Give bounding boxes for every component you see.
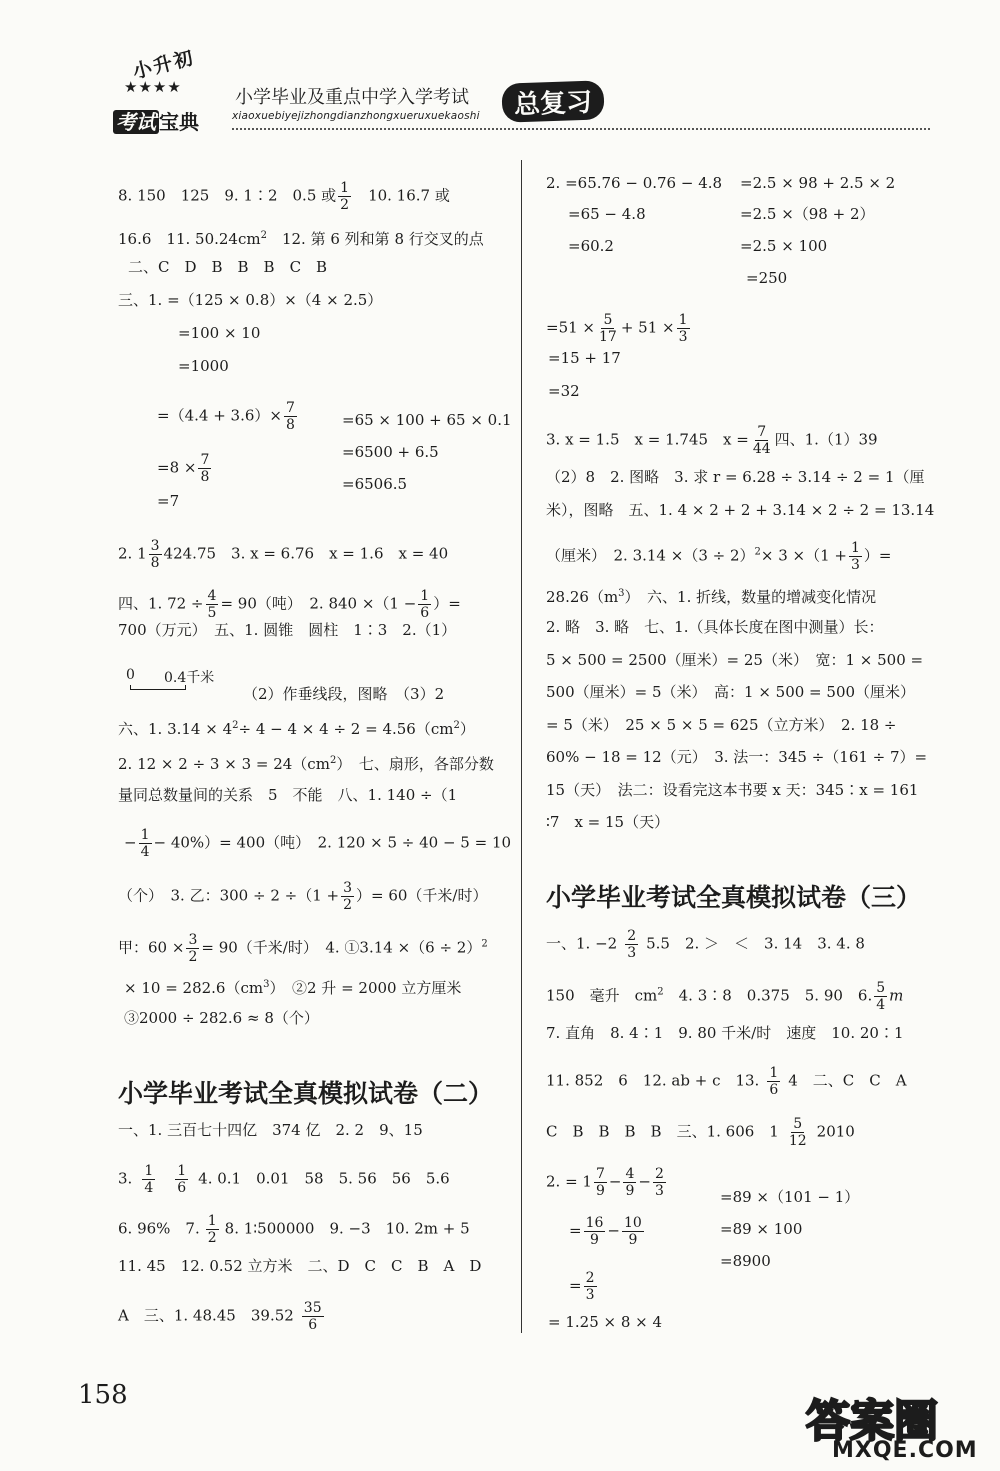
fraction: $\frac{10}{9}$ — [623, 1215, 642, 1248]
answer-line: 一、1. −2 $\frac{2}{3}$ 5.5 2. ＞ ＜ 3. 14 3. 4. 8 — [546, 928, 865, 961]
answer-line: =6506.5 — [342, 475, 408, 493]
fraction: $\frac{7}{44}$ — [752, 424, 771, 457]
fraction: $\frac{1}{2}$ — [340, 180, 350, 213]
answer-line: C B B B B 三、1. 606 1 $\frac{5}{12}$ 2010 — [546, 1116, 855, 1149]
answer-line: =250 — [746, 269, 788, 287]
series-pinyin: xiaoxuebiyejizhongdianzhongxueruxuekaoshi — [232, 110, 480, 122]
fraction: $\frac{1}{3}$ — [678, 312, 688, 345]
answer-line: （厘米） 2. $3.14 \times(3 \div 2)^2\times 3 \times(1$ + $\frac{1}{3}$ ）= — [546, 540, 892, 573]
answer-line: =15 + 17 — [548, 349, 621, 367]
fraction: $\frac{1}{3}$ — [851, 540, 860, 573]
fraction: $\frac{1}{4}$ — [144, 1163, 154, 1196]
answer-line: 三、1. =（125 × 0.8）×（4 × 2.5） — [118, 291, 383, 309]
answer-line: 2. =65.76 − 0.76 − 4.8 — [546, 174, 723, 192]
answer-line: 8. 150 125 9. 1∶2 0.5 或 $\frac{1}{2}$ 10. 16.7 或 — [118, 180, 450, 213]
answer-line: =89 × 100 — [720, 1220, 803, 1238]
answer-line: =6500 + 6.5 — [342, 443, 439, 461]
answer-line: =（4.4 + 3.6）× $\frac{7}{8}$ — [157, 400, 295, 433]
answer-line: 7. 直角 8. 4∶1 9. 80 千米/时 速度 10. 20∶1 — [546, 1024, 904, 1042]
logo-main — [113, 106, 199, 135]
answer-line: 六、1. $3.14 \times 4^2\div 4 - 4 \times 4 \div 2 = 4.56(cm^2)$ — [118, 720, 475, 738]
answer-line: 甲：60 × $\frac{3}{2}$ = 90（千米/时） 4. ①3.14 $\times(6 \div 2)^2$ — [118, 932, 488, 965]
running-header — [0, 0, 1000, 140]
answer-line: 150 毫升 $cm^2$ 4. 3∶8 0.375 5. 90 6. $\frac{5}{4}$ m — [546, 980, 904, 1013]
fraction: $\frac{5}{12}$ — [788, 1116, 807, 1149]
answer-line: 2. 略 3. 略 七、1.（具体长度在图中测量）长： — [546, 618, 884, 636]
scale-bar — [124, 667, 224, 693]
answer-line: 二、C D B B B C B — [128, 258, 328, 276]
fraction: $\frac{1}{4}$ — [140, 827, 150, 860]
fraction: $\frac{7}{8}$ — [285, 400, 295, 433]
logo-main-boxed: 考试 — [113, 110, 159, 134]
answer-line: 6. 96% 7. $\frac{1}{2}$ 8. 1∶500000 9. −3 10. 2m + 5 — [118, 1213, 470, 1246]
answer-line: =2.5 ×（98 + 2） — [740, 205, 875, 223]
fraction: $\frac{1}{6}$ — [420, 588, 430, 621]
answer-line: 3. $\frac{1}{4}$ $\frac{1}{6}$ 4. 0.1 0.01 58 5. 56 56 5.6 — [118, 1163, 450, 1196]
answer-line: − $\frac{1}{4}$ − 40%）= 400（吨） 2. 120 × 5 ÷ 40 − 5 = 10 — [124, 827, 512, 860]
answer-line: = $\frac{2}{3}$ — [569, 1270, 595, 1303]
scale-label: 0.4千米 — [164, 670, 215, 686]
section-title-exam-3: 小学毕业考试全真模拟试卷（三） — [546, 883, 922, 912]
answer-line: （2）作垂线段，图略 （3）2 — [243, 685, 445, 703]
series-title: 小学毕业及重点中学入学考试 — [235, 87, 469, 108]
answer-line: 2. = 1 $\frac{7}{9}$ − $\frac{4}{9}$ − $\frac{2}{3}$ — [546, 1166, 664, 1199]
fraction: $\frac{1}{2}$ — [207, 1213, 217, 1246]
answer-line: = 5（米） 25 × 5 × 5 = 625（立方米） 2. 18 ÷ — [546, 716, 897, 734]
fraction: $\frac{3}{2}$ — [343, 880, 352, 913]
answer-line: =60.2 — [568, 237, 614, 255]
fraction: $\frac{7}{8}$ — [200, 452, 210, 485]
answer-line: = 1.25 × 8 × 4 — [548, 1313, 663, 1331]
answer-line: （2）8 2. 图略 3. 求 r = 6.28 ÷ 3.14 ÷ 2 = 1（厘 — [546, 468, 925, 486]
fraction: $\frac{1}{6}$ — [177, 1163, 187, 1196]
fraction: $\frac{35}{6}$ — [303, 1300, 322, 1333]
section-title-exam-2: 小学毕业考试全真模拟试卷（二） — [118, 1079, 494, 1108]
answer-line: 量同总数量间的关系 5 不能 八、1. 140 ÷（1 — [118, 786, 458, 804]
answer-line: 2. $12 \times 2 \div 3 \times 3 = 24(cm^2)$ 七、扇形，各部分数 — [118, 755, 494, 773]
answer-line: 60% − 18 = 12（元） 3. 法一：345 ÷（161 ÷ 7）= — [546, 748, 928, 766]
fraction: $\frac{2}{3}$ — [654, 1166, 664, 1199]
answer-line: × $10 = 282.6(cm^3)$ ②2 升 = 2000 立方厘米 — [124, 979, 462, 997]
page-number: 158 — [78, 1380, 128, 1410]
fraction: $\frac{3}{2}$ — [188, 932, 198, 965]
fraction: $\frac{4}{9}$ — [625, 1166, 635, 1199]
answer-line: 5 × 500 = 2500（厘米）= 25（米） 宽：1 × 500 = — [546, 651, 924, 669]
answer-line: =51 × $\frac{5}{17}$ + 51 × $\frac{1}{3}$ — [546, 312, 688, 345]
answer-line: = $\frac{16}{9}$ − $\frac{10}{9}$ — [569, 1215, 642, 1248]
answer-line: =2.5 × 98 + 2.5 × 2 — [740, 174, 896, 192]
header-dotted-rule — [232, 128, 930, 130]
answer-line: =2.5 × 100 — [740, 237, 828, 255]
answer-line: 700（万元） 五、1. 圆锥 圆柱 1∶3 2.（1） — [118, 621, 457, 639]
fraction: $\frac{16}{9}$ — [585, 1215, 604, 1248]
answer-line: 500（厘米）= 5（米） 高：1 × 500 = 500（厘米） — [546, 683, 916, 701]
answer-line: =65 − 4.8 — [568, 205, 646, 223]
answer-line: A 三、1. 48.45 39.52 $\frac{35}{6}$ — [118, 1300, 322, 1333]
answer-line: =65 × 100 + 65 × 0.1 — [342, 411, 512, 429]
answer-line: 米），图略 五、1. 4 × 2 + 2 + 3.14 × 2 ÷ 2 = 13.14 — [546, 501, 935, 519]
answer-line: $28.26(m^3)$ 六、1. 折线，数量的增减变化情况 — [546, 588, 877, 606]
answer-line: =1000 — [178, 357, 229, 375]
answer-line: 15（天） 法二：设看完这本书要 x 天：345∶x = 161 — [546, 781, 919, 799]
scale-zero: 0 — [126, 667, 135, 683]
watermark-chars: 答案圈 — [806, 1396, 938, 1447]
answer-line: 四、1. 72 ÷ $\frac{4}{5}$ = 90（吨） 2. 840 ×（1 − $\frac{1}{6}$ ）= — [118, 588, 461, 621]
fraction: $\frac{2}{3}$ — [627, 928, 637, 961]
answer-line: （个） 3. 乙：300 ÷ 2 ÷（1 + $\frac{3}{2}$ ）= 60（千米/时） — [118, 880, 488, 913]
answer-line: 16.6 11. $50.24cm^2$ 12. 第 6 列和第 8 行交叉的点 — [118, 230, 484, 248]
answer-line: =32 — [548, 382, 580, 400]
answer-line: 2. 1 $\frac{3}{8}$ 424.75 3. x = 6.76 x = 1.6 x = 40 — [118, 538, 449, 571]
fraction: $\frac{7}{9}$ — [595, 1166, 605, 1199]
fraction: $\frac{5}{4}$ — [876, 980, 886, 1013]
answer-line: =7 — [157, 492, 180, 510]
fraction: $\frac{1}{6}$ — [769, 1065, 779, 1098]
answer-line: =8900 — [720, 1252, 771, 1270]
answer-line: =89 ×（101 − 1） — [720, 1188, 860, 1206]
logo-main-plain: 宝典 — [159, 110, 199, 134]
fraction: $\frac{4}{5}$ — [207, 588, 217, 621]
answer-line: 11. 45 12. 0.52 立方米 二、D C C B A D — [118, 1257, 482, 1275]
answer-line: =8 × $\frac{7}{8}$ — [157, 452, 210, 485]
watermark-url: MXQE.COM — [832, 1438, 978, 1463]
logo-stars: ★★★★ — [124, 78, 182, 96]
answer-line: ③2000 ÷ 282.6 ≈ 8（个） — [124, 1009, 319, 1027]
column-divider — [521, 160, 522, 1333]
series-brand: 总复习 — [501, 80, 604, 123]
answer-line: 11. 852 6 12. ab + c 13. $\frac{1}{6}$ 4 二、C C A — [546, 1065, 907, 1098]
fraction: $\frac{5}{17}$ — [599, 312, 617, 345]
fraction: $\frac{2}{3}$ — [585, 1270, 595, 1303]
fraction: $\frac{3}{8}$ — [150, 538, 160, 571]
answer-line: =100 × 10 — [178, 324, 261, 342]
answer-line: 一、1. 三百七十四亿 374 亿 2. 2 9、15 — [118, 1121, 423, 1139]
answer-line: 3. x = 1.5 x = 1.745 x = $\frac{7}{44}$ 四、1.（1）39 — [546, 424, 878, 457]
logo-top-text: 小升初 — [130, 46, 198, 84]
answer-line: ∶7 x = 15（天） — [546, 813, 670, 831]
